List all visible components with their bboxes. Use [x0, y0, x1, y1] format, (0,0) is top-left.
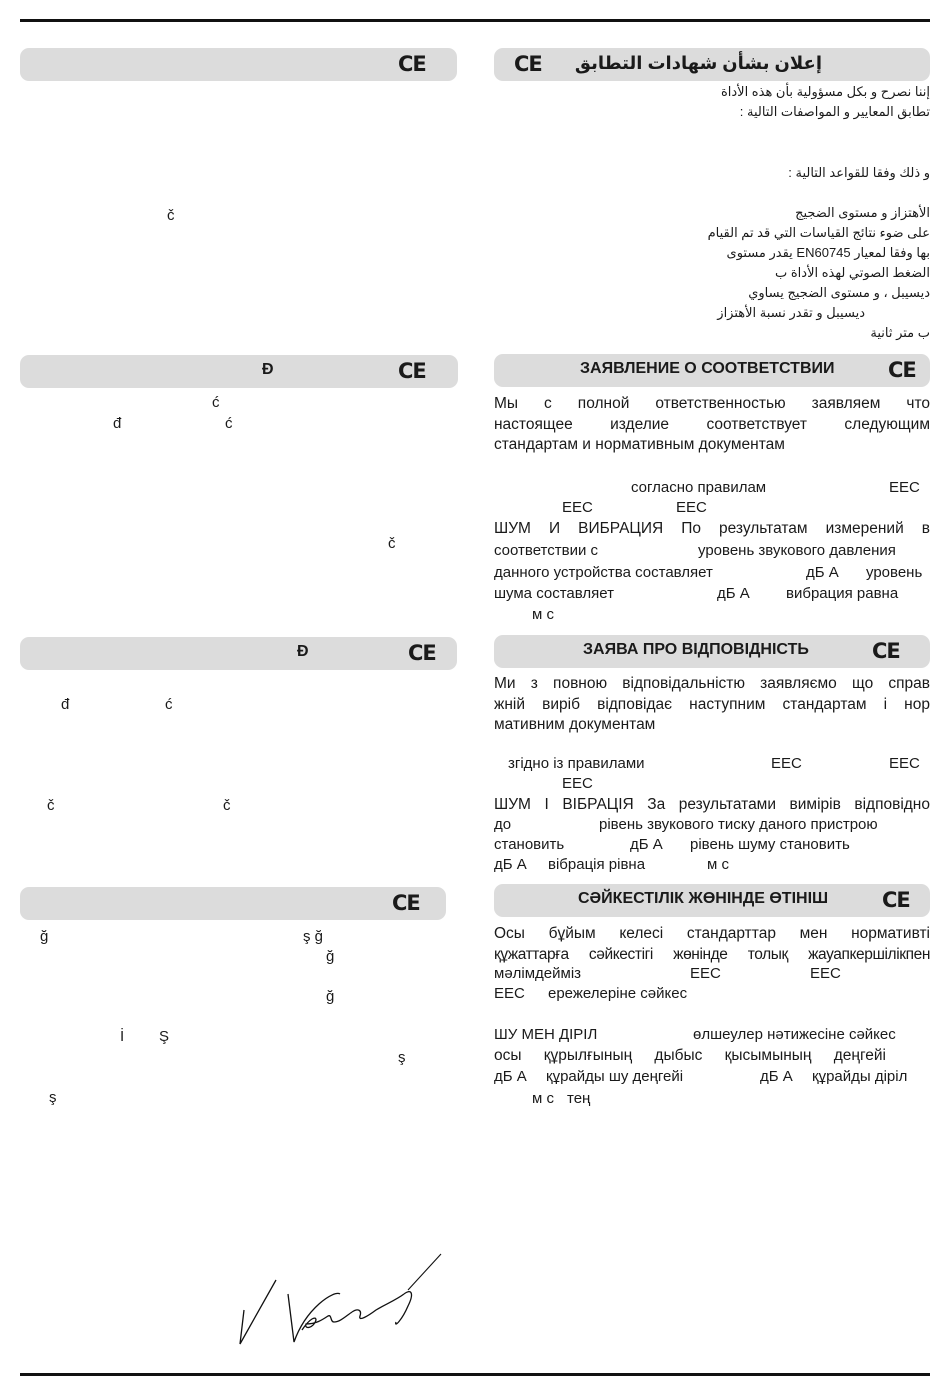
russian-fragment: EEC: [562, 499, 593, 516]
left-fragment: ć: [212, 394, 220, 411]
russian-fragment: данного устройства составляет: [494, 564, 713, 581]
ce-mark-icon: CE: [872, 639, 900, 663]
bottom-rule: [20, 1373, 930, 1376]
ce-mark-icon: CE: [408, 641, 436, 665]
left-header-bar-4: [20, 887, 446, 920]
arabic-line: تطابق المعايير و المواصفات التالية :: [739, 104, 930, 119]
arabic-line: ديسيبل و تقدر نسبة الأهتزاز: [717, 305, 865, 320]
ukrainian-title: ЗАЯВА ПРО ВІДПОВІДНІСТЬ: [583, 641, 809, 658]
kazakh-fragment: өлшеулер нәтижесіне сәйкес: [693, 1026, 896, 1043]
arabic-line: ديسيبل ، و مستوى الضجيج يساوي: [748, 285, 930, 300]
left-header-bar-2: [20, 355, 458, 388]
left-fragment: ğ: [326, 988, 335, 1005]
ukrainian-line: ШУМ І ВІБРАЦІЯ За результатами вимірів відповідно: [494, 796, 930, 813]
ukrainian-fragment: EEC: [771, 755, 802, 772]
ce-mark-icon: CE: [398, 359, 426, 383]
left-fragment: č: [388, 535, 396, 552]
russian-fragment: вибрация равна: [786, 585, 899, 602]
signature-image: [236, 1250, 446, 1350]
ukrainian-fragment: рівень шуму становить: [690, 836, 850, 853]
left-fragment: ş: [49, 1089, 57, 1106]
left-fragment: č: [47, 797, 55, 814]
ukrainian-fragment: рівень звукового тиску даного пристрою: [599, 816, 878, 833]
left-header-bar-3: [20, 637, 457, 670]
left-fragment: đ: [113, 415, 122, 432]
ukrainian-noise-line: [494, 795, 930, 816]
kazakh-fragment: дБ А: [760, 1068, 793, 1085]
ukrainian-line: Ми з повною відповідальністю заявляємо що справ: [494, 675, 930, 692]
left-fragment: ğ: [40, 928, 49, 945]
ce-mark-icon: CE: [882, 888, 910, 912]
left-fragment: ğ: [326, 948, 335, 965]
russian-header-bar: [494, 354, 930, 387]
ukrainian-body: [494, 674, 930, 736]
russian-line: ШУМ И ВИБРАЦИЯ По результатам измерений в: [494, 520, 930, 537]
russian-title: ЗАЯВЛЕНИЕ О СООТВЕТСТВИИ: [580, 360, 835, 377]
top-rule: [20, 19, 930, 22]
kazakh-fragment: құрайды діріл: [812, 1068, 908, 1085]
russian-line: настоящее изделие соответствует следующим: [494, 415, 930, 433]
arabic-line: بها وفقا لمعيار EN60745 يقدر مستوى: [726, 245, 930, 260]
ukrainian-fragment: дБ А: [630, 836, 663, 853]
russian-fragment: соответствии с: [494, 542, 599, 559]
left-fragment: İ: [120, 1028, 125, 1045]
russian-fragment: уровень звукового давления: [698, 542, 896, 559]
ukrainian-fragment: згідно із правилами: [508, 755, 645, 772]
russian-fragment: уровень: [866, 564, 923, 581]
kazakh-header-bar: [494, 884, 930, 917]
left-fragment: č: [223, 797, 231, 814]
ukrainian-fragment: м с: [707, 856, 729, 873]
kazakh-fragment: дБ А: [494, 1068, 527, 1085]
kazakh-body: [494, 924, 930, 965]
left-fragment: ć: [225, 415, 233, 432]
russian-fragment: EEC: [889, 479, 920, 496]
arabic-line: و ذلك وفقا للقواعد التالية :: [788, 165, 930, 180]
russian-fragment: согласно правилам: [631, 479, 767, 496]
russian-line: стандартам и нормативным документам: [494, 436, 785, 453]
kazakh-fragment: EEC: [810, 965, 841, 982]
ce-mark-icon: CE: [888, 358, 916, 382]
ukrainian-fragment: EEC: [889, 755, 920, 772]
kazakh-fragment: құрайды шу деңгейі: [546, 1068, 684, 1085]
arabic-line: الأهتزاز و مستوى الضجيج: [795, 205, 930, 220]
kazakh-fragment: м с: [532, 1090, 554, 1107]
kazakh-pressure-line: [494, 1046, 886, 1067]
left-fragment: č: [167, 207, 175, 224]
ukrainian-fragment: дБ А: [494, 856, 527, 873]
left-fragment: ć: [165, 696, 173, 713]
kazakh-fragment: мәлімдейміз: [494, 965, 582, 982]
ukrainian-fragment: до: [494, 816, 512, 833]
ce-mark-icon: CE: [398, 52, 426, 76]
russian-noise-line: [494, 519, 930, 540]
left-fragment: ş ğ: [303, 928, 324, 945]
kazakh-line: құжаттарға сәйкестігі жөнінде толық жауапкершілікпен: [494, 945, 930, 963]
arabic-line: الضغط الصوتي لهذه الأداة ب: [775, 265, 930, 280]
kazakh-title: СӘЙКЕСТІЛІК ЖӨНІНДЕ ӨТІНІШ: [578, 890, 829, 907]
russian-body: [494, 394, 930, 456]
left-header-bar-1: [20, 48, 457, 81]
russian-fragment: EEC: [676, 499, 707, 516]
ukrainian-fragment: становить: [494, 836, 565, 853]
left-fragment: đ: [61, 696, 70, 713]
ce-mark-icon: CE: [392, 891, 420, 915]
left-header-title: Đ: [297, 643, 309, 660]
kazakh-fragment: EEC: [494, 985, 525, 1002]
ukrainian-line: мативним документам: [494, 716, 656, 733]
kazakh-fragment: ШУ МЕН ДІРІЛ: [494, 1026, 598, 1043]
ukrainian-line: жній виріб відповідає наступним стандартам і нор: [494, 695, 930, 713]
kazakh-line: Осы бұйым келесі стандарттар мен нормативті: [494, 925, 930, 942]
kazakh-line: осы құрылғының дыбыс қысымының деңгейі: [494, 1047, 886, 1064]
russian-fragment: шума составляет: [494, 585, 614, 602]
ukrainian-fragment: EEC: [562, 775, 593, 792]
arabic-header-bar: [494, 48, 930, 81]
kazakh-fragment: EEC: [690, 965, 721, 982]
arabic-line: على ضوء نتائج القياسات التي قد تم القيام: [707, 225, 930, 240]
kazakh-fragment: тең: [567, 1090, 591, 1107]
russian-fragment: дБ А: [806, 564, 839, 581]
ce-mark-icon: CE: [514, 52, 542, 76]
left-header-title: Đ: [262, 361, 274, 378]
left-fragment: ş: [398, 1049, 406, 1066]
kazakh-fragment: ережелеріне сәйкес: [548, 985, 688, 1002]
ukrainian-header-bar: [494, 635, 930, 668]
russian-fragment: дБ А: [717, 585, 750, 602]
ukrainian-fragment: вібрація рівна: [548, 856, 646, 873]
arabic-line: ب متر ثانية: [870, 325, 930, 340]
arabic-title: إعلان بشأن شهادات التطابق: [574, 53, 822, 73]
arabic-line: إننا نصرح و بكل مسؤولية بأن هذه الأداة: [720, 84, 930, 99]
russian-fragment: м с: [532, 606, 554, 623]
russian-line: Мы с полной ответственностью заявляем что: [494, 395, 930, 412]
left-fragment: Ş: [159, 1028, 170, 1045]
